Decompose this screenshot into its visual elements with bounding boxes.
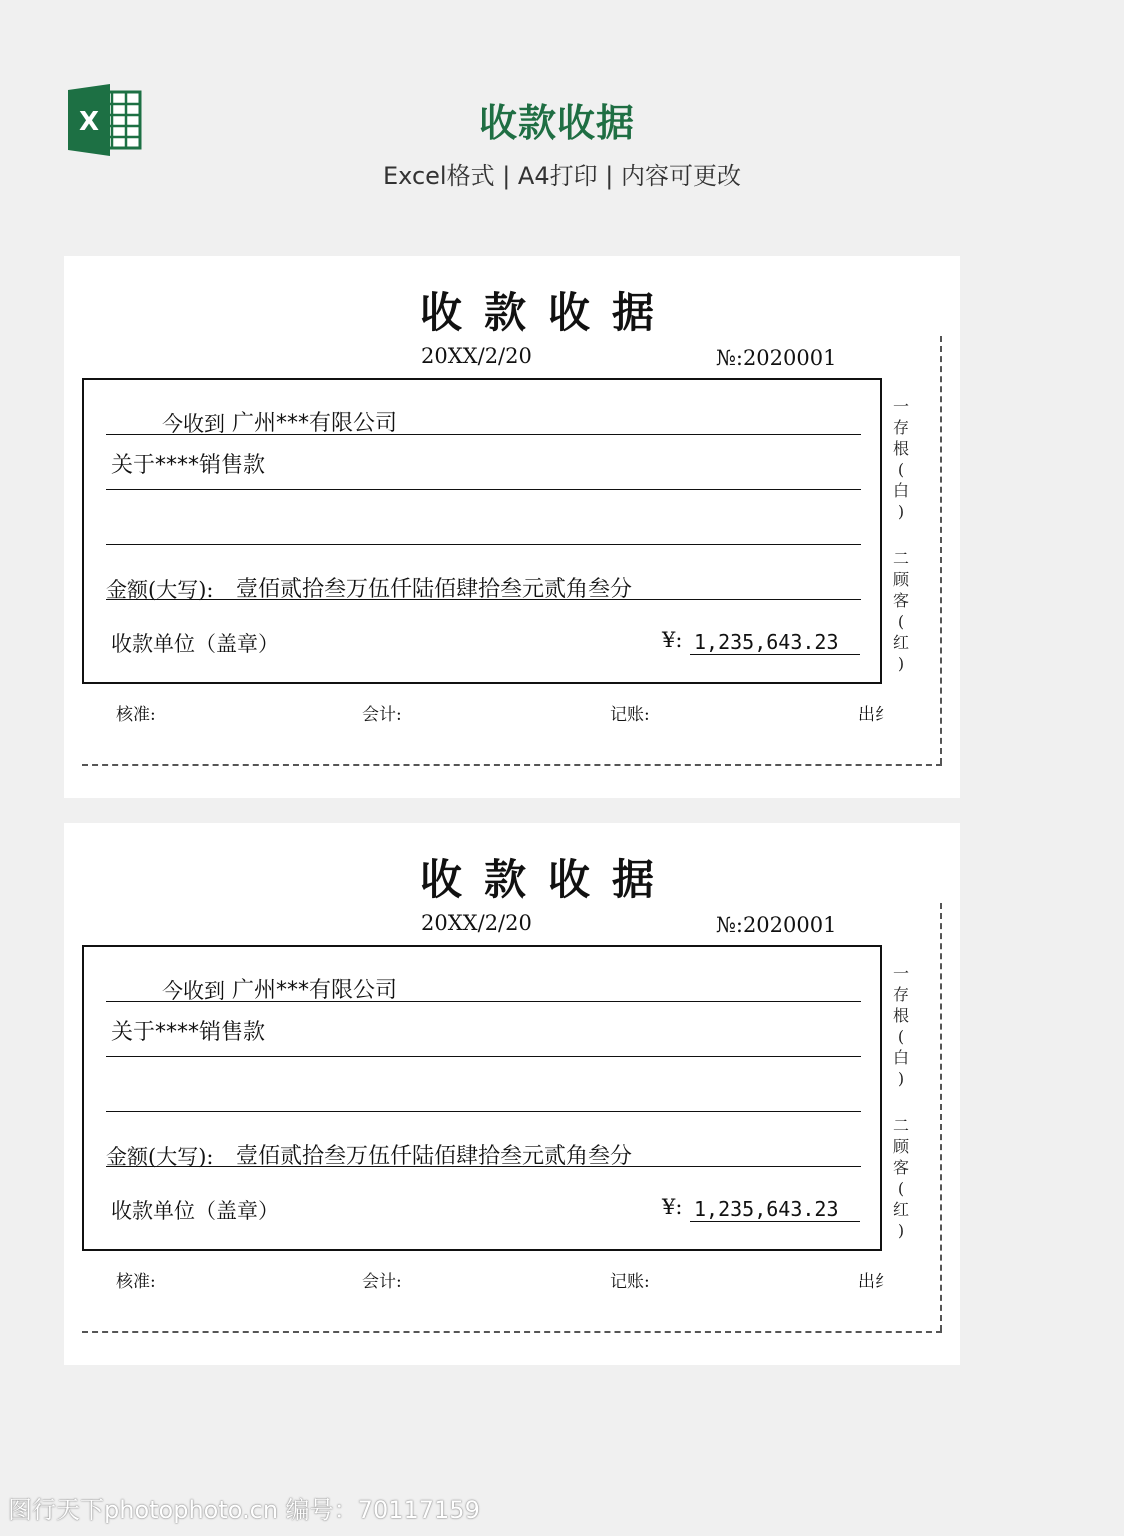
underline (106, 434, 861, 435)
payee-unit-label: 收款单位（盖章） (111, 1199, 279, 1223)
copy-char: ( (897, 460, 905, 479)
page-title: 收款收据 (478, 101, 635, 145)
underline (690, 1221, 860, 1222)
about-value: 关于****销售款 (111, 1020, 266, 1045)
tear-line-vertical (940, 336, 942, 764)
copy-char: 一 (892, 397, 909, 416)
receipt-number: №:2020001 (716, 913, 837, 937)
copy-char: 红 (892, 1200, 909, 1219)
receipt-date: 20XX/2/20 (421, 911, 532, 935)
underline (106, 1056, 861, 1057)
copy-char: 白 (892, 1048, 909, 1067)
receipt-body (82, 945, 882, 1251)
copy-char: 客 (892, 591, 909, 610)
tear-line-horizontal (82, 1331, 942, 1333)
copy-note (890, 963, 912, 1241)
sign-bookkeeper: 记账: (610, 1272, 650, 1292)
tear-line-vertical (940, 903, 942, 1331)
yen-label: ¥: (662, 628, 683, 652)
copy-char: ( (897, 1179, 905, 1198)
underline (106, 544, 861, 545)
received-from-value: 广州***有限公司 (232, 978, 398, 1003)
copy-char: 顾 (892, 1137, 909, 1156)
receipt-card (64, 823, 960, 1365)
copy-char: ) (897, 1221, 905, 1240)
excel-icon-letter: X (78, 107, 100, 137)
copy-char: 客 (892, 1158, 909, 1177)
amount-words-label: 金额(大写): (106, 578, 214, 602)
sign-bookkeeper: 记账: (610, 705, 650, 725)
yen-label: ¥: (662, 1195, 683, 1219)
copy-char: 根 (892, 1006, 909, 1025)
sign-cashier: 出纟 (858, 705, 892, 725)
about-value: 关于****销售款 (111, 453, 266, 478)
amount-number: 1,235,643.23 (694, 630, 839, 654)
amount-number: 1,235,643.23 (694, 1197, 839, 1221)
received-from-value: 广州***有限公司 (232, 411, 398, 436)
sign-approve: 核准: (116, 705, 156, 725)
receipt-date: 20XX/2/20 (421, 344, 532, 368)
underline (106, 599, 861, 600)
copy-note (890, 396, 912, 674)
sign-accountant: 会计: (362, 1272, 402, 1292)
copy-char: 一 (892, 964, 909, 983)
underline (106, 1166, 861, 1167)
underline (106, 1111, 861, 1112)
copy-char: ( (897, 612, 905, 631)
amount-words-label: 金额(大写): (106, 1145, 214, 1169)
copy-char: 存 (892, 985, 909, 1004)
underline (106, 489, 861, 490)
copy-char: 顾 (892, 570, 909, 589)
receipt-number: №:2020001 (716, 346, 837, 370)
copy-char: 根 (892, 439, 909, 458)
watermark: 图行天下photophoto.cn 编号：70117159 (8, 1496, 480, 1524)
copy-char: ) (897, 1069, 905, 1088)
page-header (0, 0, 1024, 220)
copy-char: 白 (892, 481, 909, 500)
receipt-card (64, 256, 960, 798)
copy-char: 红 (892, 633, 909, 652)
page-subtitle: Excel格式 | A4打印 | 内容可更改 (383, 162, 741, 190)
copy-char: 存 (892, 418, 909, 437)
underline (690, 654, 860, 655)
payee-unit-label: 收款单位（盖章） (111, 632, 279, 656)
sign-cashier: 出纟 (858, 1272, 892, 1292)
sign-accountant: 会计: (362, 705, 402, 725)
copy-char: 二 (892, 1116, 909, 1135)
copy-char: 二 (892, 549, 909, 568)
copy-char: ) (897, 654, 905, 673)
receipt-body (82, 378, 882, 684)
received-from-label: 今收到 (162, 412, 225, 436)
received-from-label: 今收到 (162, 979, 225, 1003)
copy-char: ) (897, 502, 905, 521)
sign-approve: 核准: (116, 1272, 156, 1292)
underline (106, 1001, 861, 1002)
amount-words-value: 壹佰贰拾叁万伍仟陆佰肆拾叁元贰角叁分 (236, 1144, 633, 1169)
receipt-title: 收款收据 (419, 288, 676, 337)
receipt-title: 收款收据 (419, 855, 676, 904)
amount-words-value: 壹佰贰拾叁万伍仟陆佰肆拾叁元贰角叁分 (236, 577, 633, 602)
copy-char: ( (897, 1027, 905, 1046)
tear-line-horizontal (82, 764, 942, 766)
